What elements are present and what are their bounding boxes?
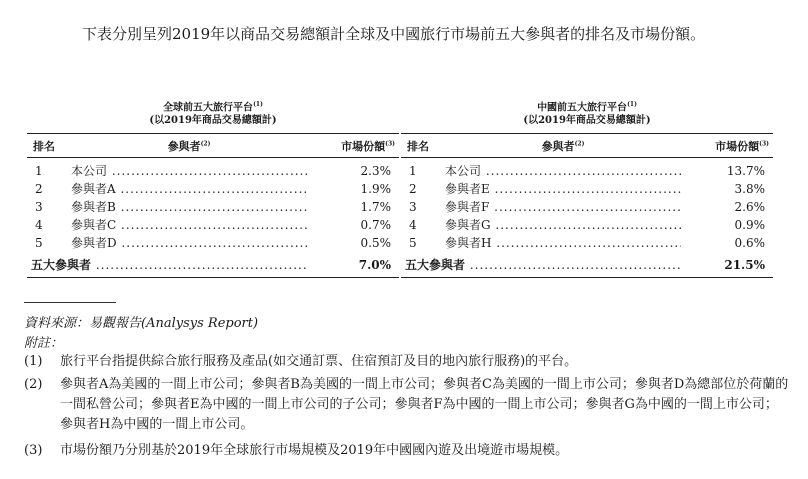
col-rank-header: 排名: [407, 140, 429, 154]
table-total-row: 五大參與者 ..... 7.0%: [27, 255, 399, 278]
col-participant-header: 參與者$^{(2)}$: [167, 140, 211, 154]
table-title: 全球前五大旅行平台$^{(1)}$: [163, 101, 263, 114]
china-ranking-table: [401, 98, 773, 278]
footnote-3: (3) 市場份額乃分別基於2019年全球旅行市場規模及2019年中國國內遊及出境遊市場規模。: [24, 443, 569, 458]
col-participant-header: 參與者$^{(2)}$: [541, 140, 585, 154]
table-row: 3 參與者B ..... 1.7%: [27, 198, 399, 216]
table-row: 4 參與者G ..... 0.9%: [401, 216, 773, 234]
table-subtitle: (以2019年商品交易總額計): [523, 115, 651, 127]
table-header: [27, 133, 399, 158]
footnote-2: (2) 參與者A為美國的一間上市公司；參與者B為美國的一間上市公司；參與者C為美國的一間上市公司；參與者D為總部位於荷蘭的一間私營公司；參與者E為中國的一間上市公司的子公司；參與者F為中國的一間上市公司；參與者G為中國的一間上市公司；參與者H為中國的一間上市公司。: [24, 377, 789, 432]
table-row: 1 本公司 ..... 13.7%: [401, 162, 773, 180]
global-ranking-table: [27, 98, 399, 278]
col-rank-header: 排名: [33, 140, 55, 154]
table-total-row: 五大參與者 ..... 21.5%: [401, 255, 773, 278]
table-row: 2 參與者A ..... 1.9%: [27, 180, 399, 198]
col-share-header: 市場份額$^{(3)}$: [715, 140, 769, 154]
table-row: 5 參與者H ..... 0.6%: [401, 234, 773, 252]
table-row: 2 參與者E ..... 3.8%: [401, 180, 773, 198]
table-title: 中國前五大旅行平台$^{(1)}$: [537, 101, 637, 114]
col-share-header: 市場份額$^{(3)}$: [341, 140, 395, 154]
footnote-divider: [24, 302, 116, 303]
notes-label: 附註：: [24, 336, 64, 351]
footnote-1: (1) 旅行平台指提供綜合旅行服務及產品(如交通訂票、住宿預訂及目的地內旅行服務)的平台。: [24, 354, 578, 369]
table-row: 3 參與者F ..... 2.6%: [401, 198, 773, 216]
table-header: [401, 133, 773, 158]
intro-paragraph: 下表分別呈列2019年以商品交易總額計全球及中國旅行市場前五大參與者的排名及市場份額。: [82, 25, 706, 43]
table-row: 1 本公司 ..... 2.3%: [27, 162, 399, 180]
source-line: 資料來源：易觀報告(Analysys Report): [24, 316, 259, 331]
table-row: 5 參與者D ..... 0.5%: [27, 234, 399, 252]
table-row: 4 參與者C ..... 0.7%: [27, 216, 399, 234]
table-subtitle: (以2019年商品交易總額計): [149, 115, 277, 127]
